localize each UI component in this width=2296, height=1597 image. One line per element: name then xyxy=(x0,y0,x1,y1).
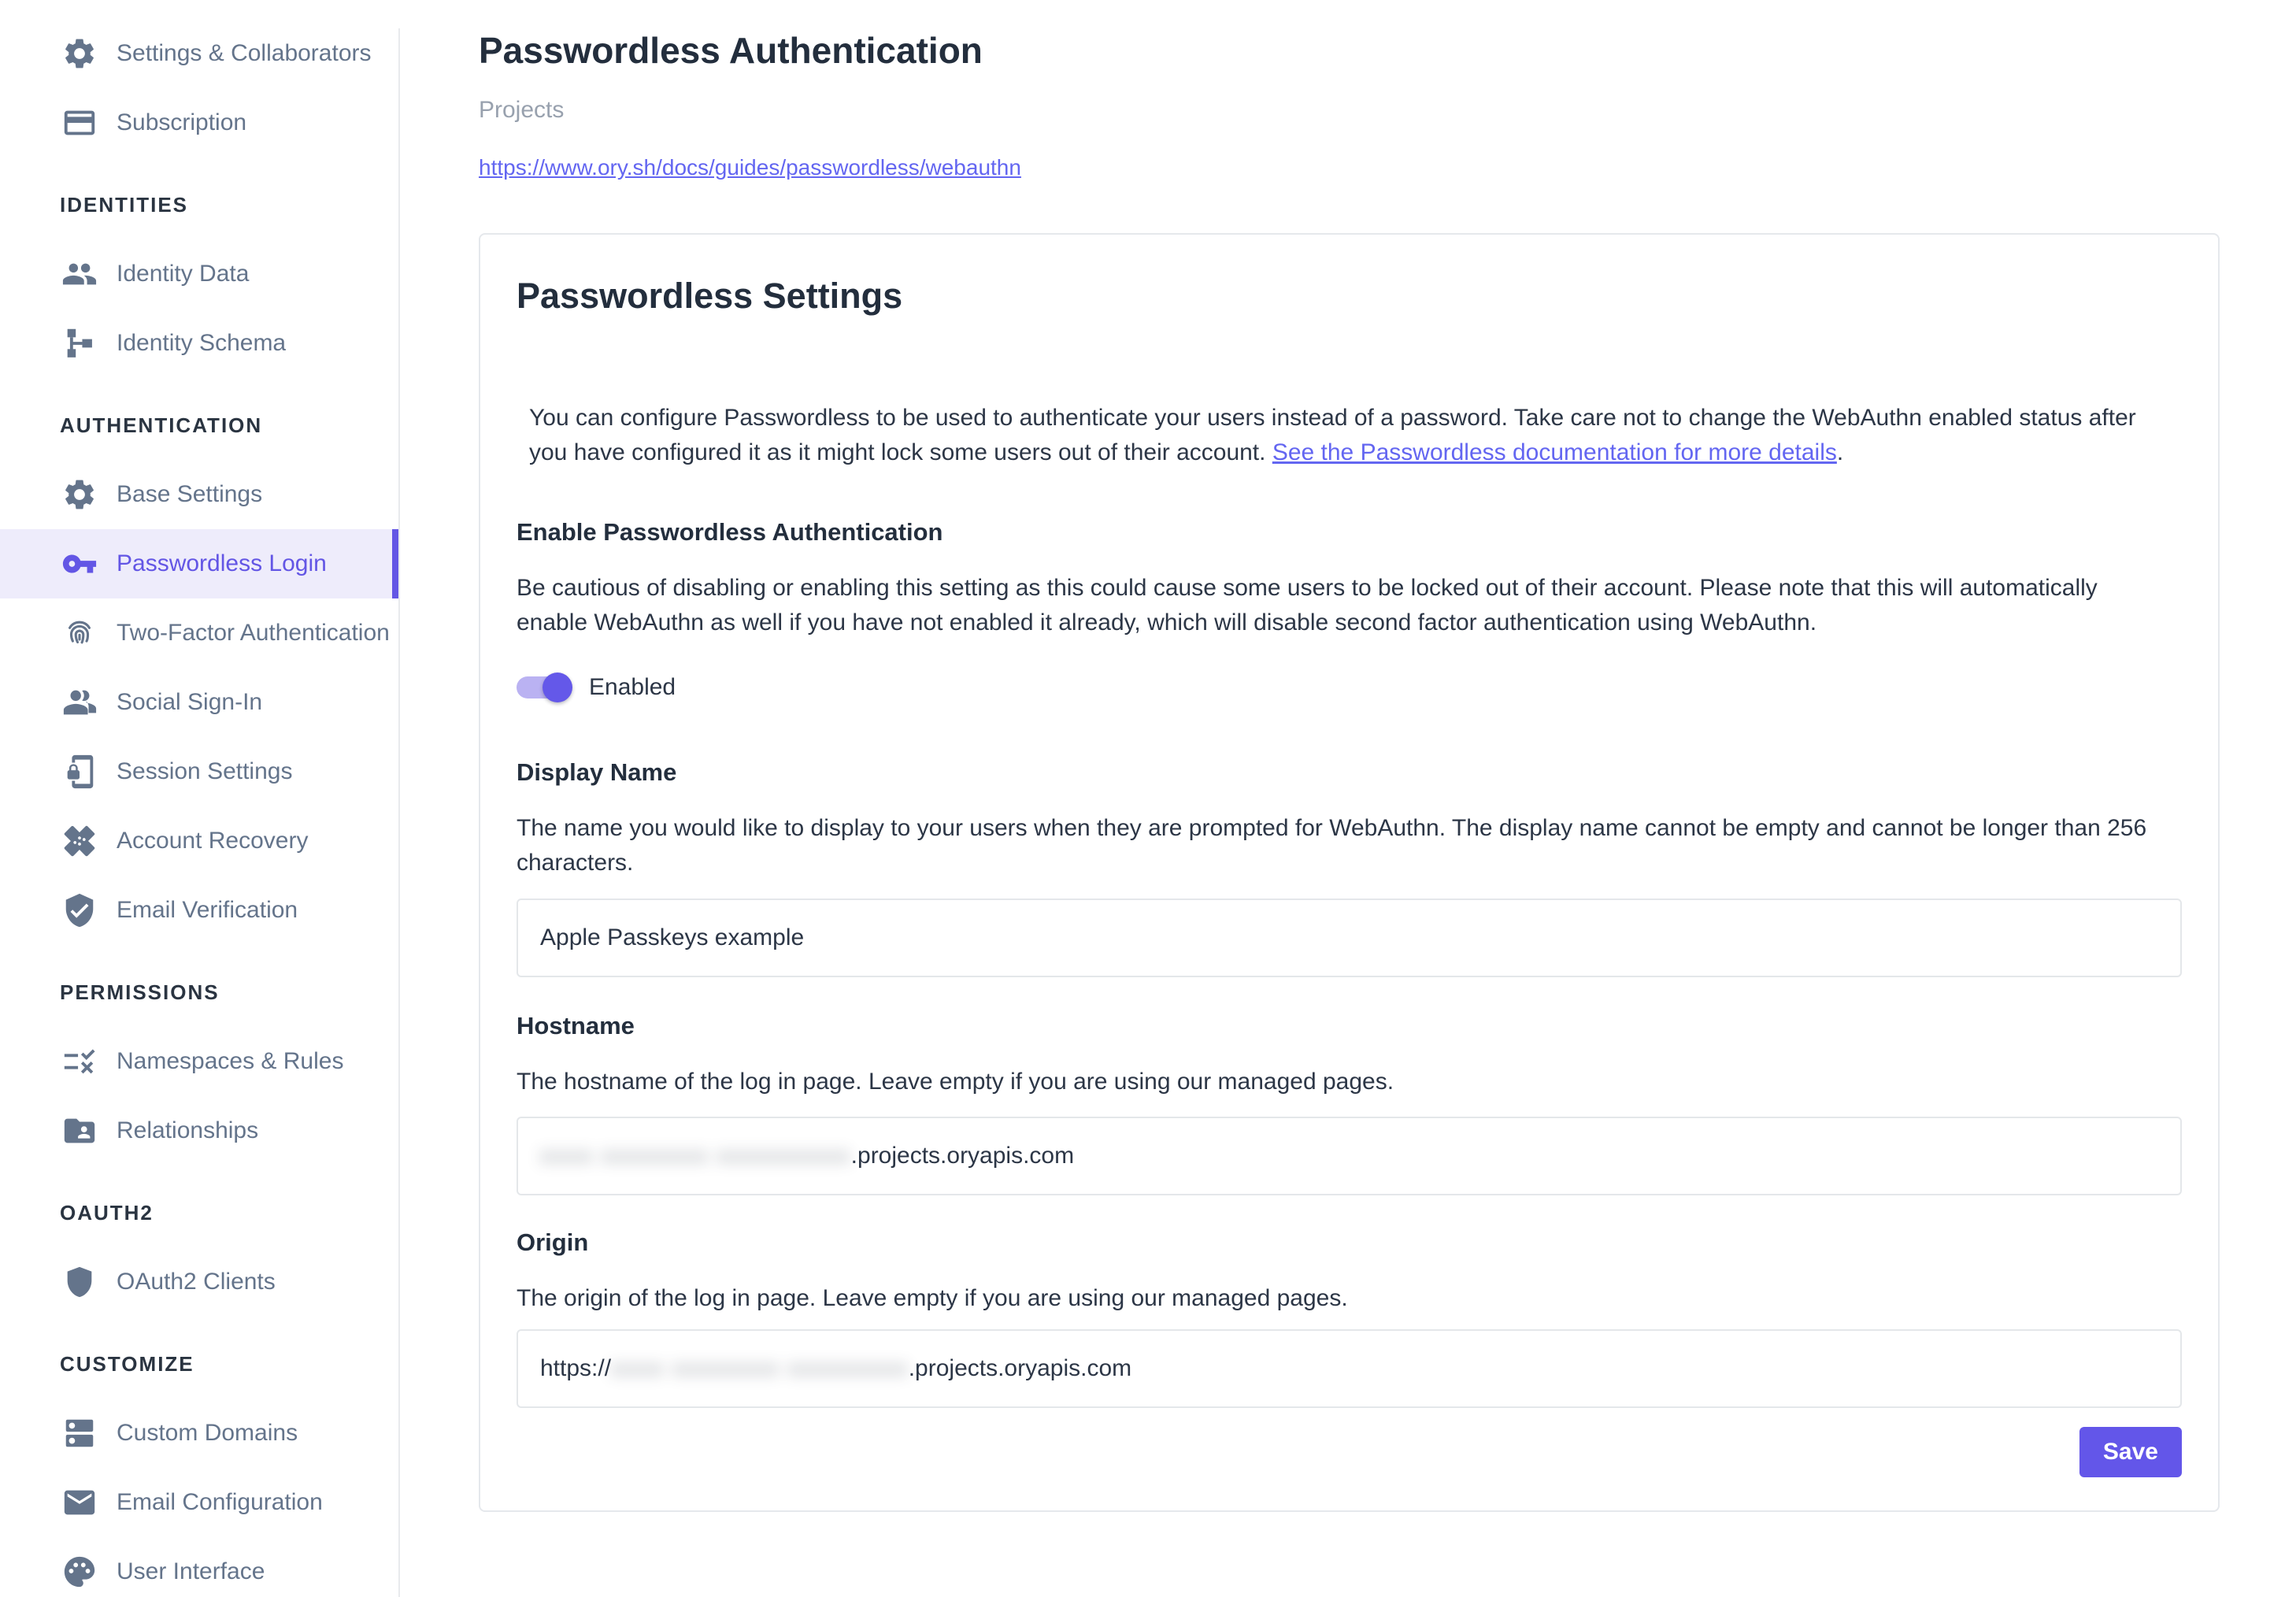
sidebar-item-label: Custom Domains xyxy=(117,1420,298,1446)
sidebar-section-permissions: PERMISSIONS xyxy=(60,980,220,1004)
display-name-heading: Display Name xyxy=(517,758,677,786)
save-button[interactable]: Save xyxy=(2079,1427,2182,1477)
passwordless-toggle[interactable] xyxy=(517,669,573,706)
sidebar-section-customize: CUSTOMIZE xyxy=(60,1351,194,1376)
display-name-input[interactable] xyxy=(517,899,2182,977)
sidebar-item-label: Relationships xyxy=(117,1117,259,1143)
sidebar-item-identity-data[interactable] xyxy=(0,239,398,309)
palette-icon xyxy=(61,1554,98,1590)
sidebar-item-label: Email Verification xyxy=(117,897,298,923)
sidebar-item-label: Session Settings xyxy=(117,758,293,784)
documentation-link[interactable]: https://www.ory.sh/docs/guides/passwordless/webauthn xyxy=(479,155,1021,180)
sidebar-item-passwordless-login[interactable] xyxy=(0,529,398,598)
origin-redacted-value: xxxx xxxxxxxx xxxxxxxxx xyxy=(611,1355,909,1381)
credit-card-icon xyxy=(61,105,98,141)
toggle-label: Enabled xyxy=(589,674,676,700)
sidebar-item-label: Account Recovery xyxy=(117,828,309,854)
sidebar-item-label: User Interface xyxy=(117,1558,265,1584)
origin-suffix: .projects.oryapis.com xyxy=(908,1355,1132,1381)
sidebar-section-identities: IDENTITIES xyxy=(60,192,189,217)
gear-icon xyxy=(61,476,98,513)
page-title: Passwordless Authentication xyxy=(479,30,983,71)
sidebar-item-identity-schema[interactable] xyxy=(0,309,398,378)
people-icon xyxy=(61,256,98,292)
gear-icon xyxy=(61,35,98,72)
sidebar-item-label: Email Configuration xyxy=(117,1489,323,1515)
sidebar-item-social-sign-in[interactable] xyxy=(0,668,398,737)
envelope-icon xyxy=(61,1484,98,1521)
hostname-description: The hostname of the log in page. Leave empty if you are using our managed pages. xyxy=(517,1069,1394,1095)
sidebar xyxy=(0,28,400,1597)
enable-toggle-row xyxy=(517,669,2182,706)
sidebar-item-email-verification[interactable] xyxy=(0,876,398,945)
passwordless-settings-card xyxy=(479,233,2220,1512)
sidebar-item-account-recovery[interactable] xyxy=(0,806,398,876)
key-icon xyxy=(61,546,98,582)
hostname-redacted-value: xxxx xxxxxxxx xxxxxxxxxx xyxy=(540,1143,851,1169)
intro-text: You can configure Passwordless to be used to authenticate your users instead of a password. Take care not to change the WebAuthn enabled status after you have configured it as it might lock some users out of their account. xyxy=(529,405,2136,465)
sidebar-item-label: Identity Data xyxy=(117,261,250,287)
sidebar-item-two-factor[interactable] xyxy=(0,598,398,668)
sidebar-section-oauth2: OAUTH2 xyxy=(60,1200,154,1225)
sidebar-item-namespaces-rules[interactable] xyxy=(0,1027,398,1096)
shield-icon xyxy=(61,1264,98,1300)
toggle-thumb xyxy=(543,673,572,702)
sidebar-item-label: Social Sign-In xyxy=(117,689,263,715)
sidebar-item-relationships[interactable] xyxy=(0,1096,398,1165)
healing-icon xyxy=(61,823,98,859)
sidebar-item-label: Identity Schema xyxy=(117,330,287,356)
sidebar-item-oauth2-clients[interactable] xyxy=(0,1247,398,1317)
hostname-input[interactable] xyxy=(517,1117,2182,1195)
enable-heading: Enable Passwordless Authentication xyxy=(517,518,943,546)
origin-heading: Origin xyxy=(517,1228,589,1256)
sidebar-item-label: OAuth2 Clients xyxy=(117,1269,276,1295)
hostname-heading: Hostname xyxy=(517,1012,635,1039)
shield-check-icon xyxy=(61,892,98,928)
card-title: Passwordless Settings xyxy=(517,276,903,316)
schema-icon xyxy=(61,325,98,361)
passwordless-docs-link[interactable]: See the Passwordless documentation for more details xyxy=(1272,439,1837,465)
phone-lock-icon xyxy=(61,754,98,790)
intro-suffix: . xyxy=(1836,439,1844,465)
enable-description: Be cautious of disabling or enabling this setting as this could cause some users to be locked out of their account. Please note that this will automatically enable WebAuthn as well if you have not enabled it already, which will disable second factor authentication using WebAuthn. xyxy=(517,575,2098,635)
sidebar-item-label: Base Settings xyxy=(117,481,263,507)
people-icon xyxy=(61,684,98,721)
sidebar-item-label: Namespaces & Rules xyxy=(117,1048,344,1074)
main-content xyxy=(400,28,2296,1512)
sidebar-section-authentication: AUTHENTICATION xyxy=(60,413,263,437)
sidebar-nav xyxy=(0,28,398,1597)
sidebar-item-label: Settings & Collaborators xyxy=(117,40,372,66)
sidebar-item-label: Two-Factor Authentication xyxy=(117,620,390,646)
sidebar-item-session-settings[interactable] xyxy=(0,737,398,806)
origin-description: The origin of the log in page. Leave empty if you are using our managed pages. xyxy=(517,1285,1348,1311)
rule-icon xyxy=(61,1043,98,1080)
sidebar-item-settings-collaborators[interactable] xyxy=(0,28,398,88)
hostname-suffix: .projects.oryapis.com xyxy=(850,1143,1075,1169)
sidebar-item-email-configuration[interactable] xyxy=(0,1468,398,1537)
origin-input[interactable] xyxy=(517,1329,2182,1408)
display-name-description: The name you would like to display to your users when they are prompted for WebAuthn. The display name cannot be empty and cannot be longer than 256 characters. xyxy=(517,815,2147,876)
fingerprint-icon xyxy=(61,615,98,651)
server-icon xyxy=(61,1415,98,1451)
origin-prefix: https:// xyxy=(540,1355,612,1381)
sidebar-item-custom-domains[interactable] xyxy=(0,1399,398,1468)
breadcrumb: Projects xyxy=(479,97,565,123)
intro-paragraph xyxy=(529,401,2171,470)
save-row xyxy=(517,1427,2182,1477)
sidebar-item-label: Subscription xyxy=(117,109,247,135)
sidebar-item-user-interface[interactable] xyxy=(0,1537,398,1597)
folder-user-icon xyxy=(61,1113,98,1149)
sidebar-item-base-settings[interactable] xyxy=(0,460,398,529)
sidebar-item-subscription[interactable] xyxy=(0,88,398,157)
sidebar-item-label: Passwordless Login xyxy=(117,550,327,576)
